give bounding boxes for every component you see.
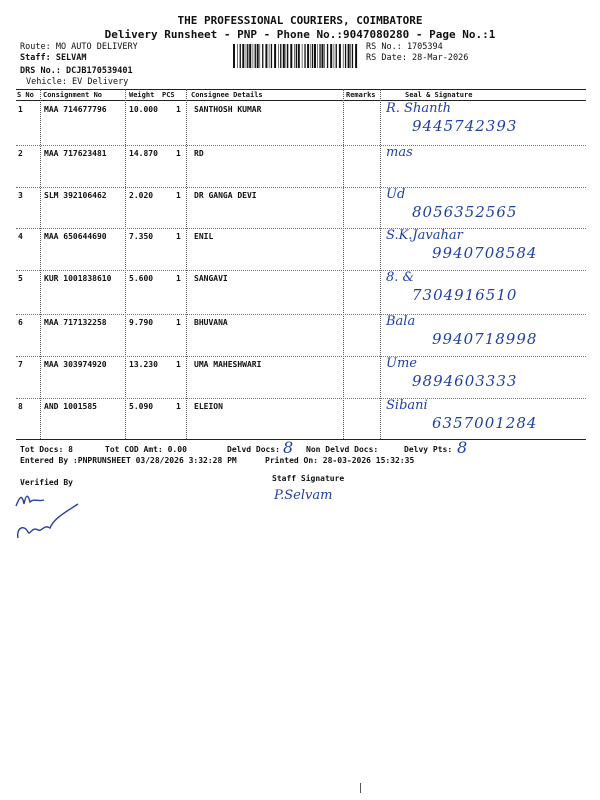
row-consignee: SANTHOSH KUMAR [194, 105, 262, 114]
verified-by-label: Verified By [20, 478, 73, 487]
row-consignee: BHUVANA [194, 318, 228, 327]
staff-signature-handwritten: P.Selvam [274, 488, 333, 503]
vehicle-label: Vehicle: EV Delivery [26, 77, 129, 87]
drs-number: DRS No.: DCJB170539401 [20, 66, 133, 76]
table-bottom-rule [16, 439, 586, 440]
row-separator [16, 187, 586, 188]
row-weight: 5.600 [129, 274, 154, 283]
delivery-points-handwritten: 8 [457, 438, 468, 457]
row-pcs: 1 [176, 402, 181, 411]
row-weight: 13.230 [129, 360, 158, 369]
col-divider [380, 89, 381, 439]
row-sno: 7 [18, 360, 23, 369]
route-label: Route: MO AUTO DELIVERY [20, 42, 138, 52]
row-consignment-no: MAA 717623481 [44, 149, 107, 158]
total-docs: Tot Docs: 8 [20, 445, 73, 454]
col-divider [343, 89, 344, 439]
row-signature-phone: 9894603333 [412, 372, 518, 390]
row-pcs: 1 [176, 274, 181, 283]
delivered-docs-label: Delvd Docs: [227, 445, 280, 454]
col-divider [40, 89, 41, 439]
delivered-docs-handwritten: 8 [283, 438, 294, 457]
row-pcs: 1 [176, 232, 181, 241]
row-signature-phone: 6357001284 [432, 414, 538, 432]
row-consignee: UMA MAHESHWARI [194, 360, 262, 369]
row-separator [16, 228, 586, 229]
row-sno: 4 [18, 232, 23, 241]
row-signature-phone: 9940718998 [432, 330, 538, 348]
col-seal-signature: Seal & Signature [405, 91, 473, 99]
row-pcs: 1 [176, 191, 181, 200]
runsheet-title: THE PROFESSIONAL COURIERS, COIMBATORE [177, 14, 423, 27]
row-weight: 9.790 [129, 318, 154, 327]
row-consignment-no: MAA 303974920 [44, 360, 107, 369]
total-cod-amount: Tot COD Amt: 0.00 [105, 445, 187, 454]
row-separator [16, 145, 586, 146]
row-weight: 7.350 [129, 232, 154, 241]
table-top-rule [16, 89, 586, 90]
row-pcs: 1 [176, 105, 181, 114]
printed-on: Printed On: 28-03-2026 15:32:35 [265, 456, 415, 465]
row-consignee: RD [194, 149, 204, 158]
verifier-signature-drawing [14, 488, 84, 558]
row-sno: 6 [18, 318, 23, 327]
row-signature-name: R. Shanth [386, 101, 452, 116]
staff-signature-label: Staff Signature [272, 474, 345, 483]
row-signature-name: Ume [386, 356, 417, 371]
row-separator [16, 314, 586, 315]
col-divider [125, 89, 126, 439]
row-sno: 5 [18, 274, 23, 283]
row-pcs: 1 [176, 149, 181, 158]
row-consignment-no: MAA 714677796 [44, 105, 107, 114]
row-signature-name: S.K.Javahar [386, 228, 463, 243]
row-signature-phone: 7304916510 [412, 286, 518, 304]
row-weight: 10.000 [129, 105, 158, 114]
page-mark [360, 783, 363, 793]
row-weight: 5.090 [129, 402, 154, 411]
entered-by: Entered By :PNPRUNSHEET 03/28/2026 3:32:28 PM [20, 456, 237, 465]
row-consignee: ENIL [194, 232, 214, 241]
row-signature-name: 8. & [386, 270, 415, 285]
row-signature-name: Ud [386, 187, 406, 202]
row-consignment-no: SLM 392106462 [44, 191, 107, 200]
row-consignee: SANGAVI [194, 274, 228, 283]
col-sno: S No [17, 91, 34, 99]
row-signature-name: Bala [386, 314, 416, 329]
delivery-points-label: Delvy Pts: [404, 445, 453, 454]
row-signature-name: Sibani [386, 398, 428, 413]
col-consignee-details: Consignee Details [191, 91, 263, 99]
row-consignee: DR GANGA DEVI [194, 191, 257, 200]
row-consignee: ELEION [194, 402, 223, 411]
row-consignment-no: MAA 717132258 [44, 318, 107, 327]
row-consignment-no: MAA 650644690 [44, 232, 107, 241]
row-signature-phone: 8056352565 [412, 203, 518, 221]
row-signature-phone: 9445742393 [412, 117, 518, 135]
row-sno: 3 [18, 191, 23, 200]
row-consignment-no: AND 1001585 [44, 402, 97, 411]
row-pcs: 1 [176, 360, 181, 369]
row-sno: 1 [18, 105, 23, 114]
row-weight: 2.020 [129, 191, 154, 200]
row-separator [16, 398, 586, 399]
runsheet-subtitle: Delivery Runsheet - PNP - Phone No.:9047080280 - Page No.:1 [104, 28, 496, 41]
col-consignment-no: Consignment No [43, 91, 103, 99]
col-weight: Weight [129, 91, 155, 99]
row-sno: 2 [18, 149, 23, 158]
row-consignment-no: KUR 1001838610 [44, 274, 112, 283]
non-delivered-docs-label: Non Delvd Docs: [306, 445, 379, 454]
col-pcs: PCS [162, 91, 175, 99]
row-signature-phone: 9940708584 [432, 244, 538, 262]
col-remarks: Remarks [346, 91, 376, 99]
rs-date: RS Date: 28-Mar-2026 [366, 53, 469, 63]
table-header-rule [16, 100, 586, 101]
barcode-image [233, 44, 359, 68]
row-separator [16, 356, 586, 357]
row-sno: 8 [18, 402, 23, 411]
col-divider [186, 89, 187, 439]
row-separator [16, 270, 586, 271]
row-signature-name: mas [386, 145, 413, 160]
rs-number: RS No.: 1705394 [366, 42, 443, 52]
staff-label: Staff: SELVAM [20, 53, 87, 63]
row-pcs: 1 [176, 318, 181, 327]
row-weight: 14.870 [129, 149, 158, 158]
